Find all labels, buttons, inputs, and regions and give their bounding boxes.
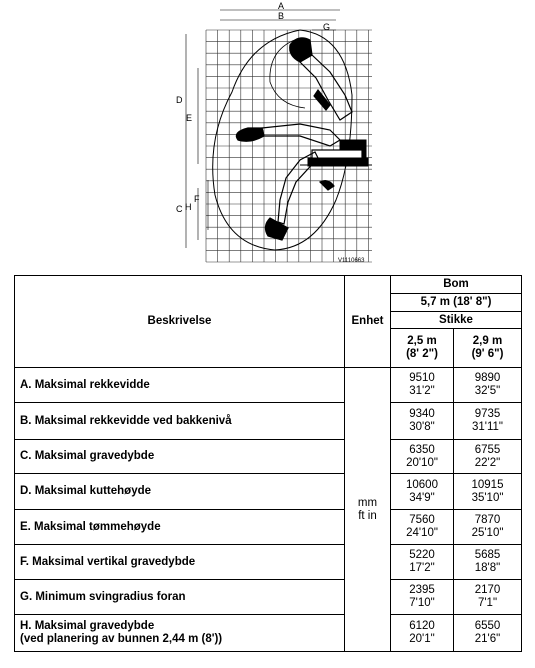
- value-imperial: 22'2": [474, 456, 501, 469]
- header-unit: Enhet: [345, 276, 391, 368]
- value-imperial: 31'11": [471, 421, 503, 433]
- value-cell-v1: [391, 615, 454, 652]
- value-imperial: 20'1": [409, 633, 435, 645]
- value-metric: 9735: [474, 408, 501, 420]
- value-cell-v1: [391, 403, 454, 440]
- value-cell-v2: [454, 440, 522, 474]
- value-metric: 9510: [409, 372, 435, 384]
- value-metric: 6550: [474, 620, 501, 632]
- value-cell-v2: [454, 545, 522, 580]
- row-label-text: F. Maksimal vertikal gravedybde: [20, 555, 196, 568]
- value-cell-v2: [454, 403, 522, 440]
- value-imperial: 24'10": [406, 527, 438, 539]
- horizontal-arm-position: [236, 124, 340, 146]
- value-metric: 10600: [406, 478, 438, 491]
- value-imperial: 18'8": [474, 562, 501, 574]
- row-label-text: C. Maksimal gravedybde: [20, 450, 155, 462]
- value-metric: 6755: [474, 443, 501, 456]
- row-label: [15, 368, 345, 403]
- header-stick: Stikke: [391, 312, 522, 329]
- value-metric: 2395: [409, 584, 435, 596]
- value-cell-v1: [391, 580, 454, 615]
- table-row: [15, 580, 522, 615]
- reach-envelope: [213, 30, 352, 250]
- value-imperial: 31'2": [409, 385, 435, 397]
- row-label: [15, 615, 345, 652]
- value-imperial: 17'2": [409, 562, 435, 574]
- value-imperial: 35'10": [471, 491, 504, 504]
- unit-text: ft in: [358, 509, 377, 522]
- value-imperial: 30'8": [409, 421, 435, 433]
- table-row: [15, 440, 522, 474]
- table-row: [15, 545, 522, 580]
- value-imperial: 7'1": [477, 597, 498, 609]
- value-metric: 5685: [474, 549, 501, 561]
- value-imperial: 32'5": [474, 385, 501, 397]
- excavator-body: [300, 140, 372, 166]
- dim-label-a: A: [278, 1, 285, 11]
- value-metric: 9890: [474, 372, 501, 384]
- value-imperial: 21'6": [474, 633, 501, 645]
- row-label-text: E. Maksimal tømmehøyde: [20, 520, 161, 533]
- diagram-code: V1110663: [338, 258, 365, 264]
- table-row: [15, 474, 522, 510]
- value-cell-v2: [454, 510, 522, 545]
- value-imperial: 25'10": [471, 527, 504, 539]
- value-cell-v2: [454, 474, 522, 510]
- row-label: [15, 510, 345, 545]
- unit-cell: [345, 368, 391, 652]
- table-row: [15, 510, 522, 545]
- value-cell-v1: [391, 440, 454, 474]
- header-stick-1-metric: 2,5 m: [407, 335, 437, 347]
- value-imperial: 7'10": [409, 597, 435, 609]
- dim-label-f: F: [194, 194, 200, 204]
- value-metric: 7560: [409, 514, 435, 526]
- value-cell-v2: [454, 580, 522, 615]
- table-row: [15, 368, 522, 403]
- dim-label-g: G: [323, 22, 331, 32]
- row-label-text: H. Maksimal gravedybde: [20, 620, 155, 632]
- value-cell-v1: [391, 474, 454, 510]
- value-metric: 6120: [409, 620, 435, 632]
- header-stick-1: [391, 329, 454, 368]
- row-label: [15, 545, 345, 580]
- value-metric: 10915: [471, 478, 504, 491]
- value-cell-v1: [391, 510, 454, 545]
- unit-text: mm: [357, 496, 378, 509]
- dim-label-e: E: [186, 113, 193, 123]
- table-row: [15, 615, 522, 652]
- table-row: [15, 403, 522, 440]
- row-label-text: G. Minimum svingradius foran: [20, 590, 186, 603]
- row-label: [15, 440, 345, 474]
- row-label-text: B. Maksimal rekkevidde ved bakkenivå: [20, 414, 232, 427]
- header-stick-2-imperial: (9' 6"): [471, 348, 504, 360]
- dim-label-d: D: [176, 95, 183, 105]
- row-label: [15, 403, 345, 440]
- value-imperial: 34'9": [409, 491, 435, 504]
- value-metric: 2170: [474, 584, 501, 596]
- value-metric: 6350: [409, 443, 435, 456]
- value-metric: 9340: [409, 408, 435, 420]
- header-stick-2-metric: 2,9 m: [472, 335, 503, 347]
- row-label-note: (ved planering av bunnen 2,44 m (8')): [20, 633, 223, 645]
- value-cell-v1: [391, 545, 454, 580]
- value-metric: 7870: [474, 514, 501, 526]
- header-boom-length: 5,7 m (18' 8"): [391, 294, 522, 312]
- header-stick-2: [454, 329, 522, 368]
- row-label: [15, 580, 345, 615]
- row-label-text: A. Maksimal rekkevidde: [20, 378, 150, 391]
- header-boom: Bom: [391, 276, 522, 294]
- value-imperial: 20'10": [406, 456, 438, 469]
- spec-table: [14, 275, 522, 652]
- value-metric: 5220: [409, 549, 435, 561]
- working-range-diagram: [0, 0, 535, 275]
- row-label-text: D. Maksimal kuttehøyde: [20, 485, 152, 497]
- dim-label-c: C: [176, 204, 183, 214]
- value-cell-v2: [454, 368, 522, 403]
- value-cell-v1: [391, 368, 454, 403]
- header-stick-1-imperial: (8' 2"): [406, 348, 438, 360]
- row-label: [15, 474, 345, 510]
- dim-label-b: B: [278, 11, 285, 21]
- header-description: Beskrivelse: [15, 276, 345, 368]
- value-cell-v2: [454, 615, 522, 652]
- dim-label-h: H: [185, 202, 192, 212]
